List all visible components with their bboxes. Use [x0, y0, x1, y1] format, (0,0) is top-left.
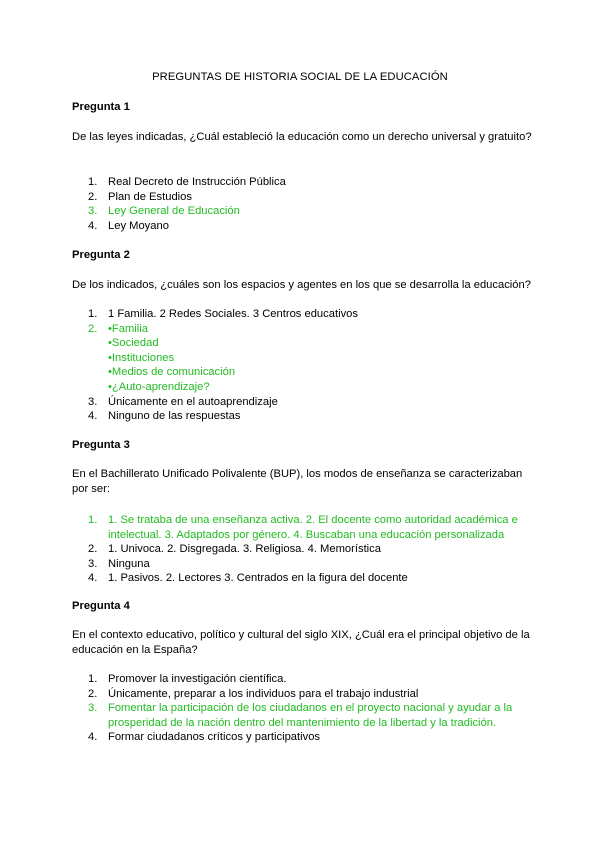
answer-text: Ninguno de las respuestas [108, 410, 241, 423]
answer-number: 1. [88, 514, 98, 526]
question-text: En el contexto educativo, político y cultural del siglo XIX, ¿Cuál era el principal objetivo de la educación en la España? [72, 629, 530, 656]
answer-option [72, 409, 532, 424]
answer-text: 1. Se trataba de una enseñanza activa. 2. El docente como autoridad académica e [108, 514, 518, 526]
answer-number: 3. [88, 395, 98, 408]
answer-text: prosperidad de la nación dentro del mantenimiento de la libertad y la tradición. [108, 716, 497, 729]
answer-text: •Sociedad [108, 337, 159, 350]
answer-number: 2. [88, 543, 98, 556]
answer-text: Ley Moyano [108, 219, 169, 232]
answer-number: 4. [88, 731, 98, 744]
answer-option [72, 307, 532, 322]
answer-number: 2. [88, 190, 98, 203]
answer-number: 4. [88, 410, 98, 423]
answer-option-correct [72, 701, 532, 730]
question-heading: Pregunta 4 [72, 600, 130, 612]
answer-option [72, 175, 532, 190]
answer-option [72, 557, 532, 572]
answer-list [72, 513, 532, 586]
answer-option [72, 395, 532, 410]
question-text: De las leyes indicadas, ¿Cuál estableció la educación como un derecho universal y gratuito? [72, 131, 532, 143]
answer-number: 3. [88, 557, 98, 570]
answer-number: 1. [88, 308, 98, 320]
answer-text: Plan de Estudios [108, 190, 192, 203]
answer-text: •Medios de comunicación [108, 366, 236, 379]
answer-number: 3. [88, 205, 98, 218]
answer-option [72, 730, 532, 745]
answer-number: 1. [88, 673, 98, 685]
answer-text: 1. Univoca. 2. Disgregada. 3. Religiosa. 4. Memorística [108, 543, 381, 556]
document-title: PREGUNTAS DE HISTORIA SOCIAL DE LA EDUCACIÓN [152, 71, 448, 83]
answer-text: Ninguna [108, 557, 150, 570]
answer-option [72, 190, 532, 205]
answer-number: 2. [88, 322, 98, 335]
answer-text: •Instituciones [108, 351, 175, 364]
answer-text: Formar ciudadanos críticos y participativos [108, 731, 321, 744]
question-heading: Pregunta 3 [72, 439, 130, 451]
answer-text: 1. Pasivos. 2. Lectores 3. Centrados en la figura del docente [108, 572, 408, 585]
answer-number: 1. [88, 176, 98, 188]
answer-text: Únicamente, preparar a los individuos para el trabajo industrial [108, 687, 419, 700]
answer-option [72, 542, 532, 557]
answer-list [72, 307, 532, 424]
answer-option [72, 687, 532, 702]
answer-list [72, 672, 532, 745]
answer-option-correct [72, 204, 532, 219]
answer-option-correct [72, 322, 532, 395]
answer-option [72, 219, 532, 234]
answer-text: Promover la investigación científica. [108, 673, 287, 685]
answer-number: 4. [88, 219, 98, 232]
answer-text: Ley General de Educación [108, 205, 240, 218]
answer-number: 4. [88, 572, 98, 585]
answer-list [72, 175, 532, 233]
answer-text: Real Decreto de Instrucción Pública [108, 176, 286, 188]
answer-text: 1 Familia. 2 Redes Sociales. 3 Centros educativos [108, 308, 358, 320]
answer-text: •Familia [108, 322, 148, 335]
answer-text: Fomentar la participación de los ciudadanos en el proyecto nacional y ayudar a la [108, 702, 513, 715]
answer-text: •¿Auto-aprendizaje? [108, 380, 210, 393]
answer-option [72, 571, 532, 586]
answer-option [72, 672, 532, 687]
answer-number: 2. [88, 687, 98, 700]
question-heading: Pregunta 2 [72, 249, 130, 261]
answer-text: Únicamente en el autoaprendizaje [108, 395, 278, 408]
answer-option-correct [72, 513, 532, 542]
question-text: En el Bachillerato Unificado Polivalente (BUP), los modos de enseñanza se caracterizaban por ser: [72, 468, 523, 495]
answer-number: 3. [88, 702, 98, 715]
question-heading: Pregunta 1 [72, 101, 130, 113]
answer-text: intelectual. 3. Adaptados por género. 4. Buscaban una educación personalizada [108, 528, 505, 541]
question-text: De los indicados, ¿cuáles son los espacios y agentes en los que se desarrolla la educación? [72, 279, 531, 291]
